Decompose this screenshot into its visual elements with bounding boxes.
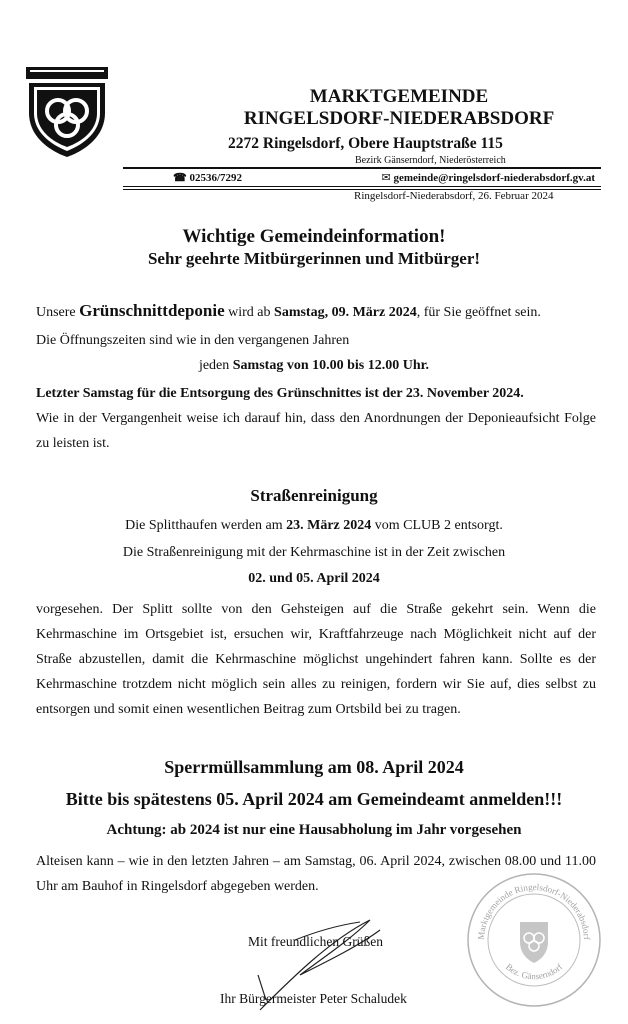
place-date: Ringelsdorf-Niederabsdorf, 26. Februar 2024	[354, 190, 554, 202]
svg-text:Bez. Gänserndorf	[504, 962, 564, 982]
closing-greeting: Mit freundlichen Grüßen	[248, 934, 383, 949]
text: vom CLUB 2 entsorgt.	[371, 518, 503, 533]
street-heading: Straßenreinigung	[250, 486, 378, 505]
green-notice: Wie in der Vergangenheit weise ich darauf hin, dass den Anordnungen der Deponieaufsicht Folge zu leisten ist.	[36, 411, 596, 451]
green-line-1	[36, 298, 596, 325]
street-line-2: Die Straßenreinigung mit der Kehrmaschine ist in der Zeit zwischen	[122, 545, 506, 560]
org-line-1: MARKTGEMEINDE	[309, 86, 489, 107]
divider	[123, 186, 601, 187]
text: Die Splitthaufen werden am	[125, 518, 287, 533]
phone	[173, 171, 242, 184]
green-hours	[0, 358, 628, 374]
signer: Ihr Bürgermeister Peter Schaludek	[220, 991, 407, 1006]
street-line-1	[0, 518, 628, 534]
text: wird ab	[224, 305, 275, 320]
letterhead-title	[0, 86, 628, 130]
chip-date: 23. März 2024	[286, 518, 372, 533]
green-last-date: Letzter Samstag für die Entsorgung des Grünschnittes ist der 23. November 2024.	[36, 386, 524, 401]
stamp-bottom-text: Bez. Gänserndorf	[503, 961, 565, 982]
street-dates: 02. und 05. April 2024	[248, 571, 380, 586]
district: Bezirk Gänserndorf, Niederösterreich	[355, 155, 506, 166]
bulky-heading: Sperrmüllsammlung am 08. April 2024	[164, 757, 464, 777]
email	[382, 171, 595, 184]
telephone-icon: ☎	[173, 172, 187, 184]
org-line-2: RINGELSDORF-NIEDERABSDORF	[243, 108, 555, 129]
street-body: vorgesehen. Der Splitt sollte von den Gehsteigen auf die Straße gekehrt sein. Wenn die Kehrmaschine im Ortsgebiet ist, ersuchen wir, Kraftfahrzeuge nach Möglichkeit nicht auf der Straße abzustellen, damit die Kehrmaschine möglichst ungehindert fahren kann. Sollte es der Kehrmaschine trotzdem nicht möglich sein alles zu reinigen, fordern wir Sie auf, dies selbst zu entsorgen und somit einen wesentlichen Beitrag zum Ortsbild bei zu tragen.	[36, 602, 596, 717]
address: 2272 Ringelsdorf, Obere Hauptstraße 115	[228, 135, 503, 152]
green-line-2: Die Öffnungszeiten sind wie in den vergangenen Jahren	[36, 333, 350, 348]
phone-number: 02536/7292	[189, 172, 243, 184]
salutation: Sehr geehrte Mitbürgerinnen und Mitbürger!	[147, 249, 481, 268]
bulky-notice: Achtung: ab 2024 ist nur eine Hausabholung im Jahr vorgesehen	[106, 822, 522, 838]
hours: Samstag von 10.00 bis 12.00 Uhr.	[232, 358, 430, 373]
green-waste-term: Grünschnittdeponie	[79, 301, 225, 320]
scrap-metal-info: Alteisen kann – wie in den letzten Jahren – am Samstag, 06. April 2024, zwischen 08.00 und 11.00 Uhr am Bauhof in Ringelsdorf abgegeben werden.	[36, 854, 596, 894]
main-title: Wichtige Gemeindeinformation!	[182, 226, 446, 247]
opening-date: Samstag, 09. März 2024	[274, 305, 417, 320]
text: , für Sie geöffnet sein.	[416, 305, 541, 320]
stamp-top-text: Marktgemeinde Ringelsdorf-Niederabsdorf	[475, 881, 593, 941]
text: jeden	[198, 358, 233, 373]
envelope-icon: ✉	[381, 172, 391, 184]
official-stamp-icon	[464, 870, 604, 1010]
contact-row	[123, 168, 601, 186]
text: Unsere	[36, 305, 80, 320]
bulky-register: Bitte bis spätestens 05. April 2024 am Gemeindeamt anmelden!!!	[65, 789, 563, 809]
email-address: gemeinde@ringelsdorf-niederabsdorf.gv.at	[393, 172, 595, 184]
